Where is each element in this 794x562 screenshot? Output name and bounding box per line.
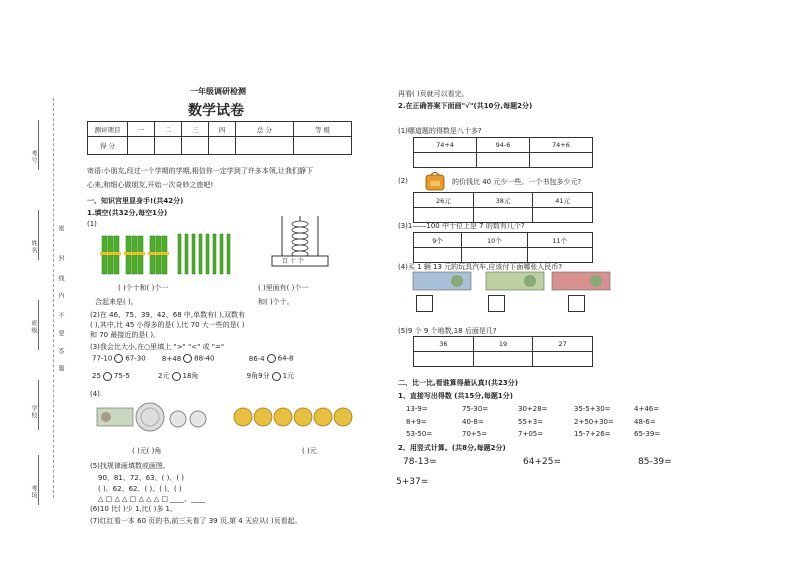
seal-char: 答 xyxy=(57,348,64,355)
compare-expr: 88-40 xyxy=(194,354,215,363)
mc-question: (5)9 个 9 个地数,18 后面是几? xyxy=(398,327,497,335)
mc-table xyxy=(413,137,593,168)
section-title: 二、比一比,看谁算得最认真!(共23分) xyxy=(398,379,518,387)
compare-circle[interactable] xyxy=(267,354,276,363)
question-title: 2.在正确答案下面画"√"(共10分,每题2分) xyxy=(398,102,533,110)
question-title: 2、用竖式计算。(共8分,每题2分) xyxy=(398,444,506,452)
answer-box[interactable] xyxy=(488,295,505,312)
field-label: 考场 xyxy=(30,485,37,499)
schoolbag-icon xyxy=(424,170,446,192)
answer-cell[interactable] xyxy=(533,208,593,223)
exam-subtitle: 一年级调研检测 xyxy=(190,87,246,96)
score-table xyxy=(87,121,352,155)
calc-item[interactable]: 2+50+30= xyxy=(574,418,614,426)
score-cell: 四 xyxy=(209,122,236,137)
calc-item[interactable]: 7+05= xyxy=(518,430,544,438)
fill-line: ( )元( )角 xyxy=(132,447,162,455)
calc-item[interactable]: 65-39= xyxy=(634,430,661,438)
fill-line: 和 70 最接近的是( )。 xyxy=(90,331,161,339)
vertical-problem: 85-39= xyxy=(638,457,672,467)
compare-expr: 2元 xyxy=(158,372,170,380)
fill-line: 合起来是( )。 xyxy=(95,298,138,306)
score-input[interactable] xyxy=(155,137,182,155)
answer-box[interactable] xyxy=(416,295,433,312)
section-title: 一、知识宫里显身手!(共42分) xyxy=(87,197,184,205)
field-label: 班级 xyxy=(30,320,37,334)
compare-circle[interactable] xyxy=(114,354,123,363)
fill-line: ( )里面有( )个一 xyxy=(258,284,309,292)
fill-line: ( ),其中,比 45 小得多的是( ),比 70 大一些的是( ) xyxy=(90,321,245,329)
calc-item[interactable]: 53-50= xyxy=(406,430,433,438)
mc-option: 11个 xyxy=(527,233,592,248)
mc-option: 10个 xyxy=(462,233,527,248)
calc-item[interactable]: 70+5= xyxy=(462,430,488,438)
field-label: 学校 xyxy=(30,405,37,419)
compare-expr: 75-5 xyxy=(113,372,130,380)
answer-cell[interactable] xyxy=(414,248,462,263)
calc-item[interactable]: 75-30= xyxy=(462,405,489,413)
question-number: (1) xyxy=(87,220,97,228)
vertical-problem: 64+25= xyxy=(523,457,561,467)
calc-item[interactable]: 30+28= xyxy=(518,405,548,413)
mc-option: 94-6 xyxy=(477,138,530,153)
compare-expr: 1元 xyxy=(282,372,295,380)
banknotes-image xyxy=(412,270,612,292)
calc-item[interactable]: 15-7+26= xyxy=(574,430,611,438)
score-input[interactable] xyxy=(294,137,352,155)
compare-circle[interactable] xyxy=(172,372,181,381)
mc-table xyxy=(413,192,593,223)
mc-question: (1)哪道题的得数是八十多? xyxy=(398,127,482,135)
seal-line xyxy=(53,98,54,498)
compare-row xyxy=(92,354,294,363)
score-cell: 等 级 xyxy=(294,122,352,137)
answer-cell[interactable] xyxy=(462,248,527,263)
field-underline xyxy=(38,300,39,350)
fill-line: (3)我会比大小,在○里填上 ">" "<" 或 "=" xyxy=(90,343,225,351)
fill-line: 90、81、72、63、( )、( ) xyxy=(98,474,185,482)
field-label: 考号 xyxy=(30,150,37,164)
seal-char: 封 xyxy=(57,255,64,262)
mc-option: 19 xyxy=(473,337,533,352)
compare-expr: 86-4 xyxy=(248,354,265,363)
score-cell: 三 xyxy=(182,122,209,137)
answer-cell[interactable] xyxy=(477,153,530,168)
seal-char: 要 xyxy=(57,330,64,337)
fill-line: △ □ △ △ □ △ △ △ □ ____、____ xyxy=(98,495,206,503)
vertical-problem: 78-13= xyxy=(403,457,437,467)
mc-question: (3)1——100 中十位上是 7 的数有几个? xyxy=(398,222,525,230)
seal-char: 密 xyxy=(57,225,64,232)
fill-line: (5)找规律画填数或画图。 xyxy=(90,462,170,470)
answer-box[interactable] xyxy=(568,295,585,312)
answer-cell[interactable] xyxy=(414,352,474,367)
score-cell: 二 xyxy=(155,122,182,137)
calc-item[interactable]: 48-6= xyxy=(634,418,656,426)
mc-option: 74+6 xyxy=(529,138,592,153)
calc-item[interactable]: 40-8= xyxy=(462,418,484,426)
mc-table xyxy=(413,232,593,263)
money-image xyxy=(96,400,216,436)
compare-expr: 64-8 xyxy=(277,354,294,363)
intro-text: 心来,和细心做朋友,开始一次奇妙之旅吧! xyxy=(87,181,214,189)
mc-question: (4)买 1 辆 13 元的玩具汽车,应该付下面哪张人民币? xyxy=(398,263,563,271)
vertical-problem: 5+37= xyxy=(396,477,429,487)
question-number: (2) xyxy=(398,177,408,185)
fill-line: ( )元 xyxy=(302,447,317,455)
compare-expr: 67-30 xyxy=(125,354,146,363)
compare-expr: 8+48 xyxy=(161,354,182,363)
abacus-label: 百 十 个 xyxy=(282,258,304,265)
field-underline xyxy=(38,210,39,260)
mc-option: 38元 xyxy=(473,193,533,208)
mc-option: 26元 xyxy=(414,193,474,208)
fill-line: 再看( )页就可以看完。 xyxy=(398,90,469,98)
calc-item[interactable]: 55+3= xyxy=(518,418,544,426)
mc-option: 41元 xyxy=(533,193,593,208)
seal-char: 线 xyxy=(57,275,64,282)
question-title: 1、直接写出得数 (共15分,每题1分) xyxy=(398,392,513,400)
score-cell: 一 xyxy=(128,122,155,137)
sticks-image xyxy=(100,230,240,276)
compare-expr: 77-10 xyxy=(92,354,113,363)
fill-line: (2)在 46、75、39、42、68 中,单数有( ),双数有 xyxy=(90,311,246,319)
score-input[interactable] xyxy=(128,137,155,155)
score-cell: 测评项目 xyxy=(88,122,128,137)
fill-line: (6)10 比( )少 1,比( )多 1。 xyxy=(90,505,178,513)
mc-option: 36 xyxy=(414,337,474,352)
field-label: 姓名 xyxy=(30,240,37,254)
compare-expr: 18角 xyxy=(182,372,199,380)
score-input[interactable] xyxy=(209,137,236,155)
score-cell: 总 分 xyxy=(236,122,294,137)
coins-image xyxy=(232,405,354,429)
answer-cell[interactable] xyxy=(473,352,533,367)
field-underline xyxy=(38,455,39,505)
seal-char: 不 xyxy=(57,312,64,319)
intro-text: 寄语:小朋友,经过一个学期的学期,相信你一定学到了许多本领,让我们静下 xyxy=(87,167,314,175)
answer-cell[interactable] xyxy=(533,352,593,367)
calc-item[interactable]: 4+46= xyxy=(634,405,660,413)
calc-item[interactable]: 8+9= xyxy=(406,418,427,426)
score-input[interactable] xyxy=(182,137,209,155)
exam-title: 数学试卷 xyxy=(188,103,244,119)
field-underline xyxy=(38,380,39,430)
calc-item[interactable]: 13-9= xyxy=(406,405,428,413)
compare-circle[interactable] xyxy=(183,354,192,363)
mc-option: 74+4 xyxy=(414,138,477,153)
seal-char: 内 xyxy=(57,292,64,299)
mc-option: 9个 xyxy=(414,233,462,248)
fill-line: ( )个十和( )个一 xyxy=(118,284,169,292)
answer-cell[interactable] xyxy=(414,153,477,168)
question-number: (4). xyxy=(90,390,103,398)
compare-circle[interactable] xyxy=(272,372,281,381)
seal-char: 题 xyxy=(57,365,64,372)
compare-circle[interactable] xyxy=(103,372,112,381)
score-input[interactable] xyxy=(236,137,294,155)
field-underline xyxy=(38,120,39,170)
fill-line: ( )、62、62、( )、( )、( ) xyxy=(98,485,182,493)
mc-option: 27 xyxy=(533,337,593,352)
score-cell: 得 分 xyxy=(88,137,128,155)
calc-item[interactable]: 35-5+30= xyxy=(574,405,611,413)
compare-row xyxy=(92,371,294,381)
mc-table xyxy=(413,336,593,367)
answer-cell[interactable] xyxy=(529,153,592,168)
question-title: 1.填空(共32分,每空1分) xyxy=(87,209,168,217)
compare-expr: 25 xyxy=(92,372,101,380)
mc-question: 的价钱比 40 元少一些。一个书包多少元? xyxy=(452,178,582,186)
fill-line: 和( )个十。 xyxy=(258,298,294,306)
fill-line: (7)红红看一本 60 页的书,前三天看了 39 页,第 4 天应从( )页看起。 xyxy=(90,517,302,525)
answer-cell[interactable] xyxy=(527,248,592,263)
compare-expr: 9角9分 xyxy=(246,372,270,380)
